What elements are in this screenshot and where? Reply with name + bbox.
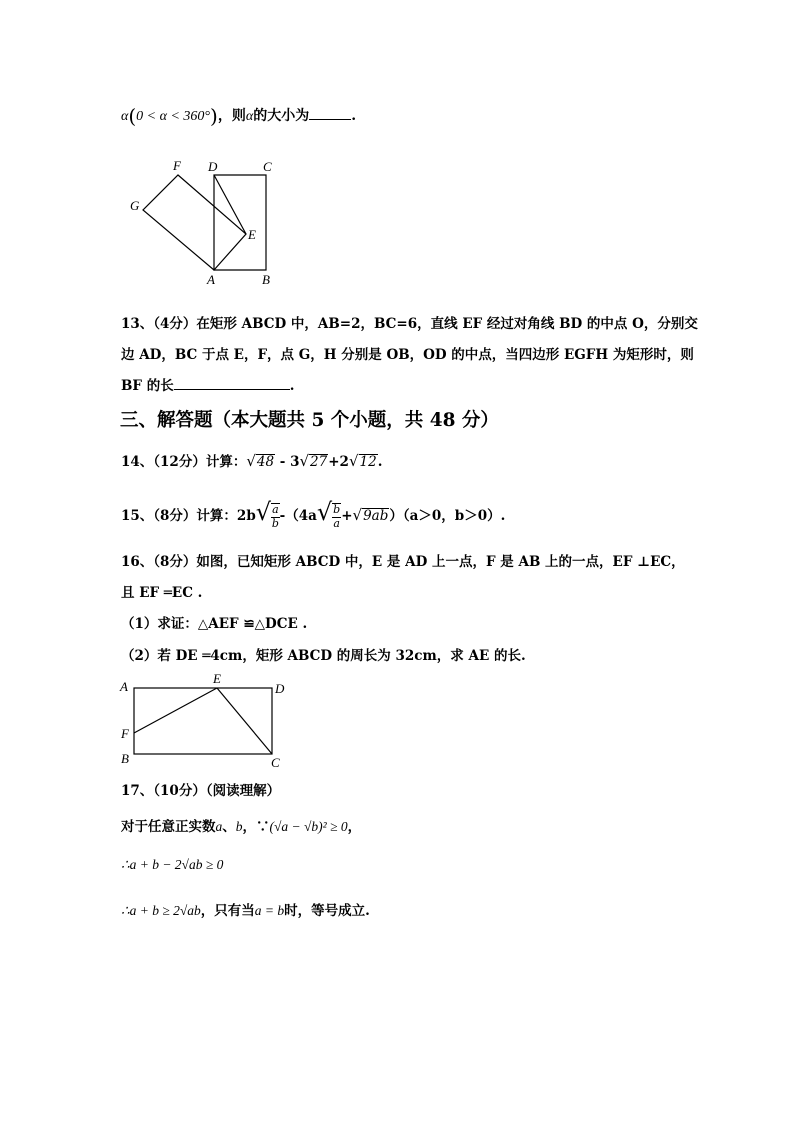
answer-blank[interactable] bbox=[309, 119, 351, 120]
sqrt-icon: √ bbox=[255, 498, 272, 526]
label-c: C bbox=[271, 755, 280, 770]
label-a: A bbox=[207, 272, 215, 287]
q14-prefix: 14、（12分）计算： bbox=[121, 454, 247, 470]
figure-rectangle-square bbox=[120, 152, 290, 290]
q13-line2: 边 AD，BC 于点 E，F，点 G，H 分别是 OB，OD 的中点，当四边形 EGFH 为矩形时，则 bbox=[121, 347, 694, 363]
q16-sub2: （2）若 DE ═4cm，矩形 ABCD 的周长为 32cm，求 AE 的长. bbox=[121, 648, 526, 664]
q14-op1: - 3 bbox=[275, 454, 300, 470]
q15-prefix: 15、（8分）计算：2b bbox=[121, 508, 256, 524]
q13-line1: 13、（4分）在矩形 ABCD 中，AB=2，BC=6，直线 EF 经过对角线 BD 的中点 O，分别交 bbox=[121, 316, 698, 332]
section-title: 三、解答题（本大题共 5 个小题，共 48 分） bbox=[120, 410, 499, 431]
q16-line1: 16、（8分）如图，已知矩形 ABCD 中，E 是 AD 上一点，F 是 AB 上的一点，EF ⊥EC， bbox=[121, 554, 685, 570]
sqrt-icon: √ bbox=[246, 452, 256, 470]
label-b: B bbox=[121, 751, 129, 766]
q13-line3 bbox=[121, 374, 294, 394]
range-alpha: α bbox=[159, 109, 167, 124]
sqrt-icon: √ bbox=[352, 506, 363, 524]
fraction-b-over-a: $\frac{b}{a}$ bbox=[333, 503, 341, 530]
radicand-48: 48 bbox=[256, 454, 275, 470]
q16-sub1: （1）求证：△AEF ≌△DCE . bbox=[121, 616, 308, 632]
q16-line2: 且 EF ═EC . bbox=[121, 585, 203, 601]
q15-plus: + bbox=[341, 508, 353, 524]
q17-l3-end: 时，等号成立. bbox=[284, 903, 370, 919]
label-c: C bbox=[263, 159, 272, 174]
alpha-symbol-2: α bbox=[245, 109, 254, 124]
label-g: G bbox=[130, 198, 140, 213]
label-b: B bbox=[262, 272, 270, 287]
q17-head: 17、（10分）（阅读理解） bbox=[121, 783, 281, 799]
sqrt-icon: √ bbox=[316, 498, 333, 526]
answer-blank-13[interactable] bbox=[174, 389, 290, 390]
q12-ask: 的大小为 bbox=[253, 108, 310, 124]
q17-l3-expr: ∴a + b ≥ 2√ab bbox=[121, 903, 201, 918]
q15 bbox=[121, 497, 505, 531]
sqrt-icon: √ bbox=[299, 452, 310, 470]
sqrt-icon: √ bbox=[348, 452, 359, 470]
q17-l1-sep: 、 bbox=[222, 819, 236, 835]
label-f: F bbox=[121, 726, 129, 741]
q17-l1-end: ， bbox=[347, 819, 362, 835]
label-e: E bbox=[248, 227, 256, 242]
q13-line3-text: BF 的长 bbox=[121, 378, 174, 394]
figure-rectangle-abcd bbox=[116, 671, 296, 771]
q12-tail bbox=[121, 104, 356, 128]
square-aefg bbox=[143, 175, 246, 270]
q17-l2-expr: ∴a + b − 2√ab ≥ 0 bbox=[121, 857, 224, 872]
var-b: b bbox=[235, 819, 243, 834]
segment-de bbox=[214, 175, 246, 234]
segment-ec bbox=[217, 688, 272, 754]
radicand-9ab: 9ab bbox=[363, 508, 389, 524]
q15-mid: -（4a bbox=[279, 508, 317, 524]
q17-l1-because: ，∵ bbox=[242, 819, 270, 835]
q12-rest: ，则 bbox=[217, 108, 246, 124]
segment-ef bbox=[134, 688, 217, 733]
q17-l3-mid: ，只有当 bbox=[200, 903, 255, 919]
radicand-12: 12 bbox=[359, 454, 377, 470]
q17-line1 bbox=[121, 815, 361, 835]
q15-cond: ）（a＞0，b＞0）. bbox=[389, 508, 506, 524]
label-e: E bbox=[213, 671, 221, 686]
range-lo: 0 < bbox=[136, 109, 160, 124]
q17-line3 bbox=[121, 899, 370, 919]
label-f: F bbox=[173, 158, 181, 173]
q17-l1-pre: 对于任意正实数 bbox=[121, 819, 216, 835]
q17-l1-expr: (√a − √b)² ≥ 0 bbox=[269, 819, 348, 834]
paren-close: ) bbox=[210, 104, 218, 128]
range-hi: < 360° bbox=[166, 109, 211, 124]
label-d: D bbox=[275, 681, 285, 696]
q12-end: . bbox=[351, 108, 357, 124]
label-d: D bbox=[208, 159, 218, 174]
q14-op2: +2 bbox=[328, 454, 349, 470]
q17-line2 bbox=[121, 857, 223, 873]
q14-end: . bbox=[377, 454, 383, 470]
rect-abcd bbox=[134, 688, 272, 754]
radicand-27: 27 bbox=[310, 454, 328, 470]
paren-open: ( bbox=[128, 104, 137, 128]
fraction-a-over-b: $\frac{a}{b}$ bbox=[271, 503, 279, 530]
q17-l3-cond: a = b bbox=[254, 903, 285, 918]
label-a: A bbox=[120, 679, 128, 694]
var-a: a bbox=[215, 819, 223, 834]
q13-end: . bbox=[289, 378, 295, 394]
q14 bbox=[121, 450, 382, 470]
alpha-symbol: α bbox=[121, 109, 129, 124]
